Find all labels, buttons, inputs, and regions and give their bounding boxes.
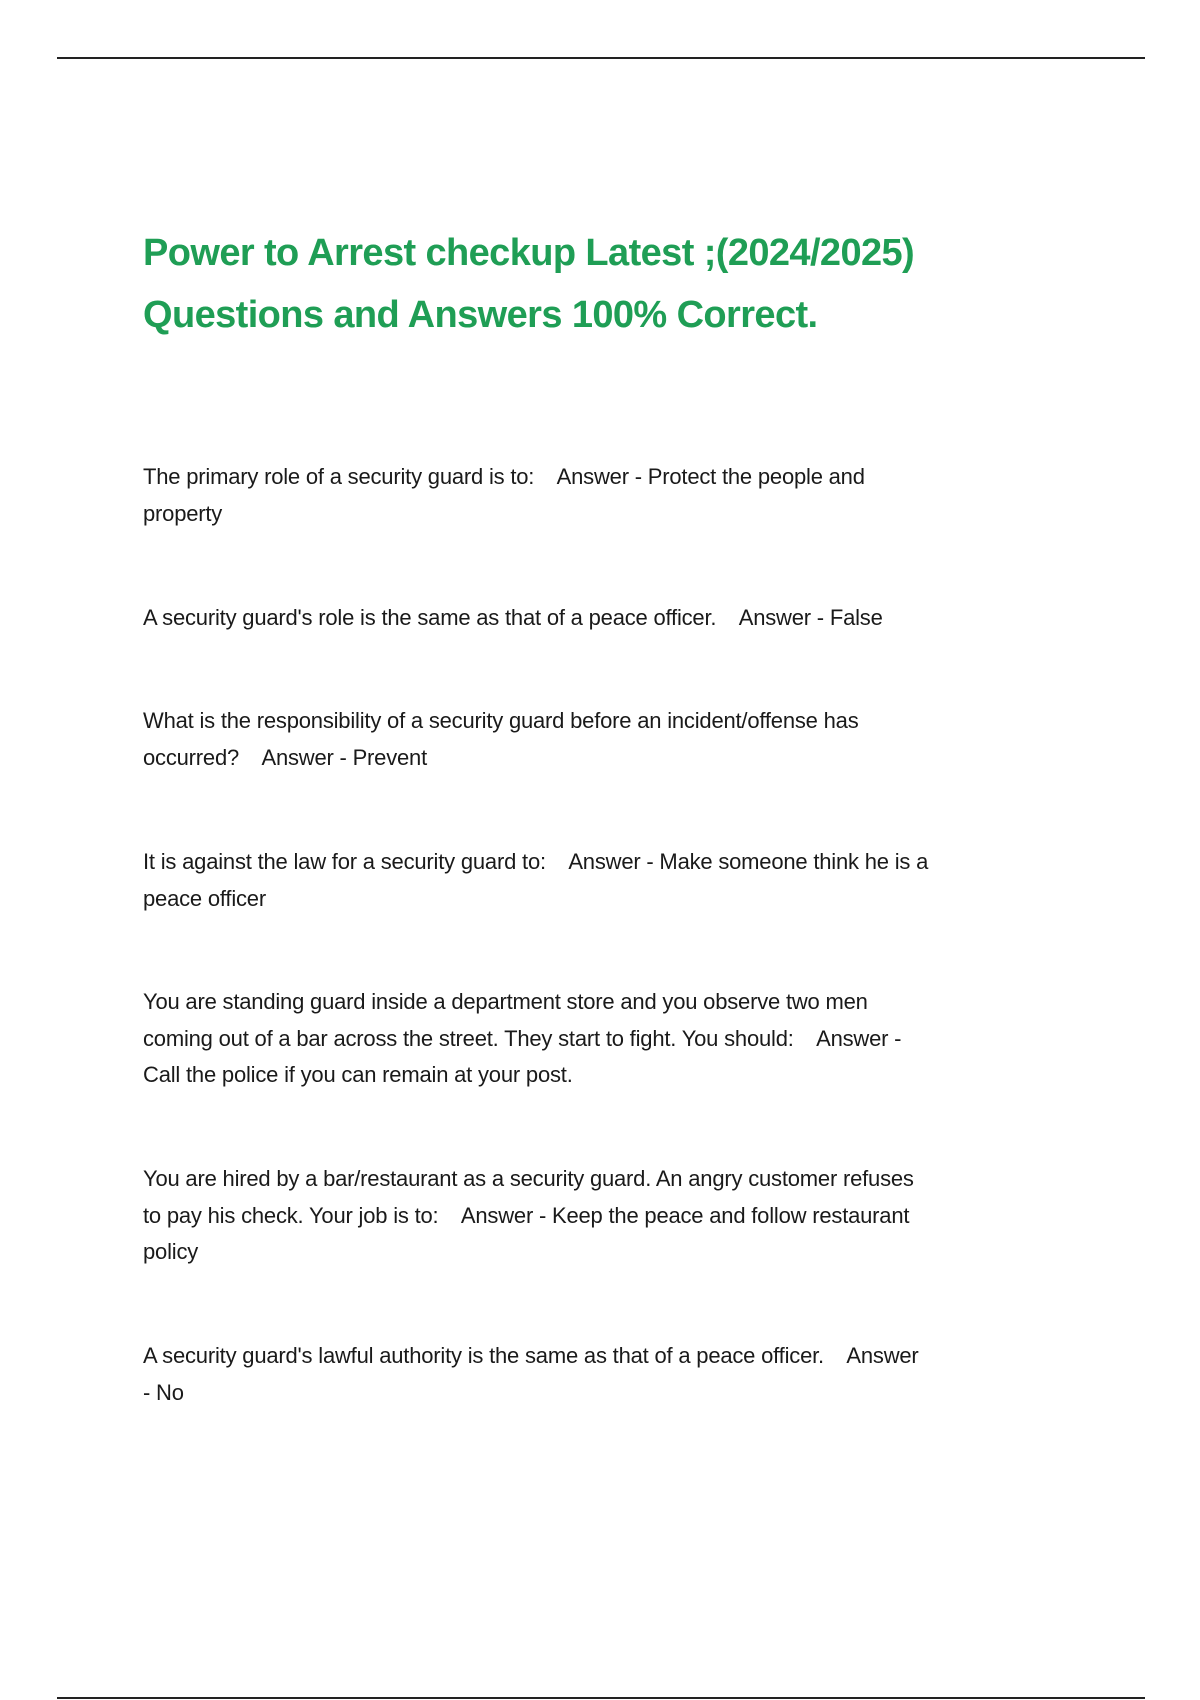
qa-item: [143, 703, 859, 776]
qa-line: occurred? Answer - Prevent: [143, 744, 427, 770]
qa-line: to pay his check. Your job is to: Answer - Keep the peace and follow restaurant: [143, 1202, 910, 1228]
qa-item: [143, 1338, 919, 1411]
title-line: Power to Arrest checkup Latest ;(2024/2025): [143, 232, 915, 274]
title-line: Questions and Answers 100% Correct.: [143, 294, 818, 336]
qa-line: A security guard's role is the same as that of a peace officer. Answer - False: [143, 605, 883, 630]
document-title: [143, 222, 914, 346]
qa-line: You are standing guard inside a department store and you observe two men: [143, 989, 868, 1014]
qa-item: [143, 600, 883, 637]
qa-line: policy: [143, 1239, 199, 1264]
qa-line: property: [143, 500, 223, 526]
qa-line: - No: [143, 1379, 184, 1405]
qa-item: [143, 844, 928, 917]
qa-item: [143, 459, 865, 532]
qa-line: What is the responsibility of a security guard before an incident/offense has: [143, 708, 859, 733]
header-rule: [57, 57, 1145, 59]
qa-line: You are hired by a bar/restaurant as a security guard. An angry customer refuses: [143, 1166, 914, 1191]
qa-line: The primary role of a security guard is to: Answer - Protect the people and: [143, 464, 865, 489]
qa-line: A security guard's lawful authority is the same as that of a peace officer. Answer: [143, 1343, 919, 1368]
qa-line: Call the police if you can remain at your post.: [143, 1062, 573, 1087]
footer-rule: [57, 1697, 1145, 1699]
qa-item: [143, 984, 901, 1094]
qa-item: [143, 1161, 914, 1271]
qa-line: It is against the law for a security guard to: Answer - Make someone think he is a: [143, 849, 929, 874]
qa-line: peace officer: [143, 885, 266, 911]
qa-line: coming out of a bar across the street. They start to fight. You should: Answer -: [143, 1025, 902, 1051]
